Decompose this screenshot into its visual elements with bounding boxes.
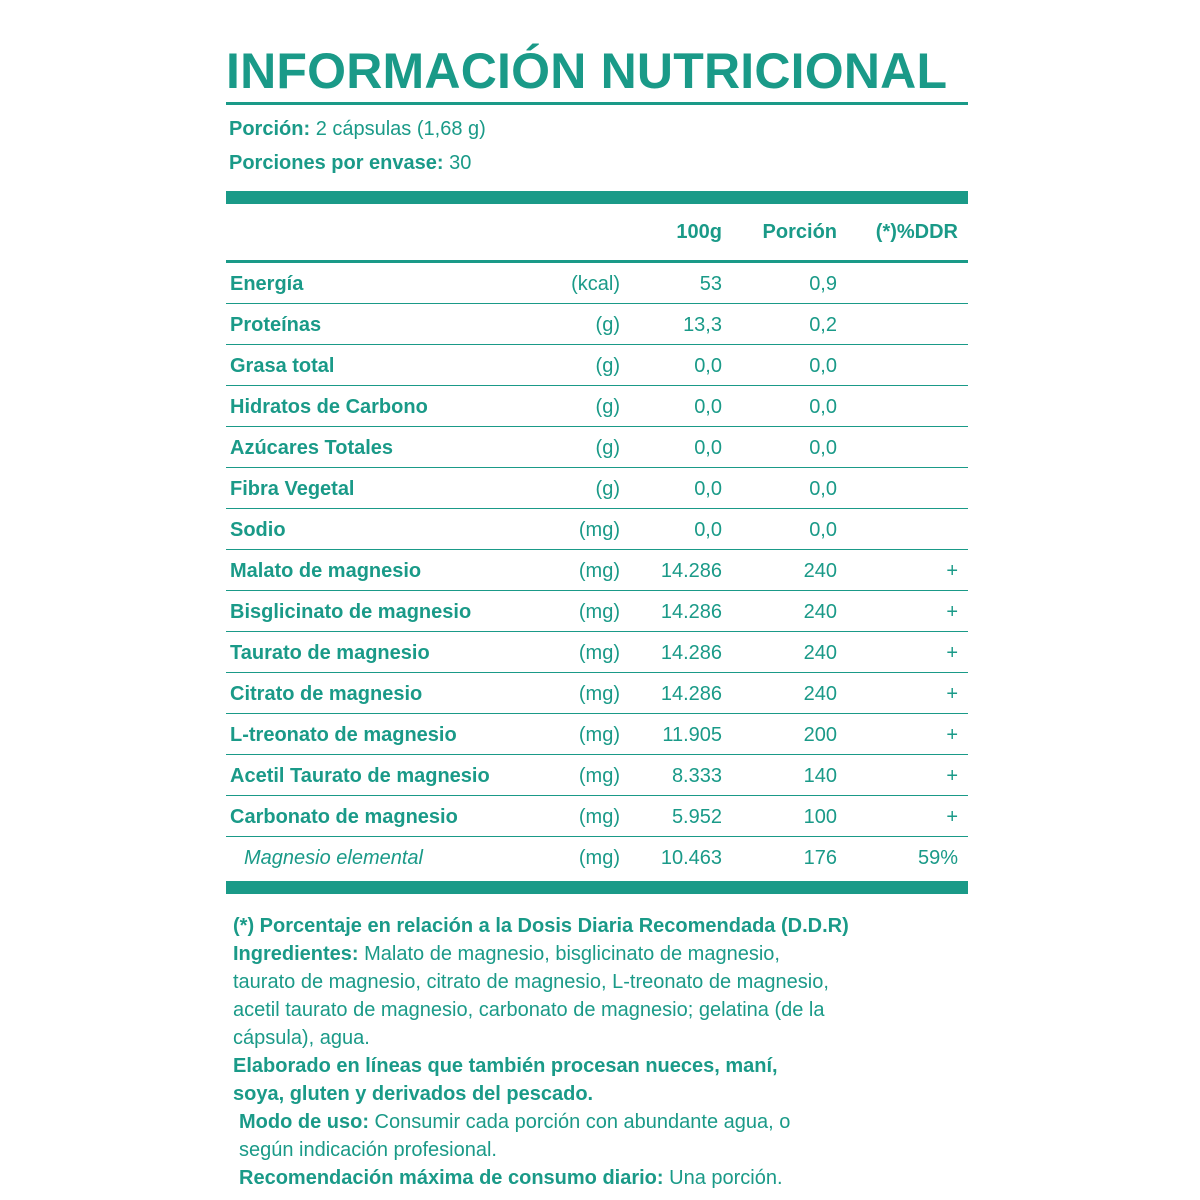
nutrient-unit: (mg) (578, 805, 620, 828)
usage-line-1: Consumir cada porción con abundante agua, o (374, 1111, 791, 1133)
usage-line-2: según indicación profesional. (239, 1139, 497, 1161)
usage-label: Modo de uso: (239, 1111, 369, 1133)
table-header (226, 204, 968, 263)
nutrient-unit: (mg) (578, 641, 620, 664)
nutrient-ddr: + (946, 682, 958, 705)
nutrient-ddr: + (946, 559, 958, 582)
nutrient-ddr: + (946, 641, 958, 664)
nutrient-ddr: + (946, 600, 958, 623)
nutrient-name: Proteínas (230, 313, 322, 336)
servings-per-container-label: Porciones por envase: (229, 152, 444, 174)
nutrient-row (226, 591, 968, 632)
nutrient-per-portion: 240 (803, 600, 837, 623)
nutrient-row (226, 673, 968, 714)
nutrient-name: L-treonato de magnesio (230, 723, 457, 746)
serving-size (229, 119, 968, 139)
nutrient-name: Hidratos de Carbono (230, 395, 428, 418)
nutrient-per-portion: 0,0 (809, 477, 837, 500)
nutrient-per-portion: 100 (803, 805, 837, 828)
nutrient-name: Fibra Vegetal (230, 477, 355, 500)
nutrient-per-100g: 5.952 (671, 805, 722, 828)
servings-per-container-value: 30 (449, 152, 472, 174)
nutrient-row (226, 468, 968, 509)
nutrient-row (226, 345, 968, 386)
nutrient-row (226, 796, 968, 837)
label-title: INFORMACIÓN NUTRICIONAL (226, 43, 948, 99)
ingredients-line-4: cápsula), agua. (233, 1027, 370, 1049)
serving-size-value: 2 cápsulas (1,68 g) (315, 118, 486, 140)
nutrient-ddr: + (946, 805, 958, 828)
nutrient-per-100g: 8.333 (671, 764, 722, 787)
nutrient-unit: (mg) (578, 846, 620, 869)
label-notes (233, 912, 968, 1192)
serving-size-label: Porción: (229, 118, 311, 140)
nutrient-unit: (g) (595, 313, 620, 336)
nutrient-unit: (mg) (578, 764, 620, 787)
nutrient-row (226, 427, 968, 468)
nutrient-name: Citrato de magnesio (230, 682, 423, 705)
max-intake-value: Una porción. (669, 1167, 783, 1189)
nutrient-per-portion: 200 (803, 723, 837, 746)
ingredients-line-2: taurato de magnesio, citrato de magnesio, L-treonato de magnesio, (233, 971, 829, 993)
nutrient-per-100g: 11.905 (662, 723, 722, 746)
nutrient-row (226, 714, 968, 755)
nutrient-name: Carbonato de magnesio (230, 805, 458, 828)
nutrient-per-portion: 240 (803, 559, 837, 582)
nutrient-unit: (g) (595, 477, 620, 500)
max-intake-label: Recomendación máxima de consumo diario: (239, 1167, 664, 1189)
nutrient-per-100g: 14.286 (660, 559, 722, 582)
nutrient-name: Energía (230, 272, 304, 295)
nutrient-ddr: + (946, 723, 958, 746)
nutrient-per-portion: 240 (803, 641, 837, 664)
nutrient-per-100g: 0,0 (694, 518, 722, 541)
ingredients-line-3: acetil taurato de magnesio, carbonato de magnesio; gelatina (de la (233, 999, 825, 1021)
nutrient-name: Magnesio elemental (244, 846, 423, 869)
nutrient-per-portion: 0,0 (809, 518, 837, 541)
nutrient-per-100g: 14.286 (660, 600, 722, 623)
nutrient-name: Taurato de magnesio (230, 641, 430, 664)
nutrient-per-100g: 0,0 (694, 354, 722, 377)
nutrient-unit: (g) (595, 436, 620, 459)
header-portion: Porción (762, 220, 837, 243)
nutrient-per-portion: 0,0 (809, 436, 837, 459)
nutrient-name: Azúcares Totales (230, 436, 394, 459)
nutrient-row (226, 263, 968, 304)
nutrient-row (226, 632, 968, 673)
nutrient-per-100g: 14.286 (660, 682, 722, 705)
header-100g: 100g (676, 220, 722, 243)
nutrient-unit: (g) (595, 354, 620, 377)
nutrient-row (226, 837, 968, 877)
nutrient-unit: (kcal) (571, 272, 620, 295)
nutrient-row (226, 386, 968, 427)
nutrient-unit: (mg) (578, 559, 620, 582)
nutrient-per-portion: 0,0 (809, 354, 837, 377)
nutrient-per-portion: 240 (803, 682, 837, 705)
nutrient-unit: (g) (595, 395, 620, 418)
nutrient-unit: (mg) (578, 723, 620, 746)
nutrient-unit: (mg) (578, 518, 620, 541)
nutrient-row (226, 304, 968, 345)
nutrition-label (226, 40, 968, 1192)
nutrient-name: Grasa total (230, 354, 335, 377)
nutrient-per-100g: 14.286 (660, 641, 722, 664)
nutrient-per-100g: 0,0 (694, 436, 722, 459)
nutrient-per-100g: 10.463 (660, 846, 722, 869)
servings-per-container (229, 153, 968, 173)
nutrient-row (226, 550, 968, 591)
nutrient-ddr: + (946, 764, 958, 787)
nutrient-name: Bisglicinato de magnesio (230, 600, 472, 623)
nutrient-unit: (mg) (578, 682, 620, 705)
nutrient-per-100g: 13,3 (683, 313, 722, 336)
bottom-divider-bar (226, 881, 968, 894)
allergen-line-2: soya, gluten y derivados del pescado. (233, 1083, 594, 1105)
title-rule (226, 102, 968, 105)
nutrient-name: Sodio (230, 518, 286, 541)
nutrient-per-portion: 140 (803, 764, 837, 787)
ingredients-label: Ingredientes: (233, 943, 359, 965)
nutrient-per-portion: 0,2 (809, 313, 837, 336)
ingredients-line-1: Malato de magnesio, bisglicinato de magnesio, (364, 943, 780, 965)
nutrient-name: Malato de magnesio (230, 559, 422, 582)
nutrient-per-portion: 0,9 (809, 272, 837, 295)
nutrient-per-100g: 53 (699, 272, 722, 295)
nutrient-ddr: 59% (917, 846, 958, 869)
ddr-footnote: (*) Porcentaje en relación a la Dosis Diaria Recomendada (D.D.R) (233, 915, 849, 937)
allergen-line-1: Elaborado en líneas que también procesan nueces, maní, (233, 1055, 778, 1077)
nutrient-per-100g: 0,0 (694, 477, 722, 500)
table-body (226, 263, 968, 877)
nutrient-per-portion: 176 (803, 846, 837, 869)
nutrient-unit: (mg) (578, 600, 620, 623)
nutrient-name: Acetil Taurato de magnesio (230, 764, 490, 787)
nutrient-row (226, 509, 968, 550)
nutrient-per-portion: 0,0 (809, 395, 837, 418)
header-ddr: (*)%DDR (875, 220, 958, 243)
nutrient-row (226, 755, 968, 796)
nutrient-per-100g: 0,0 (694, 395, 722, 418)
top-divider-bar (226, 191, 968, 204)
